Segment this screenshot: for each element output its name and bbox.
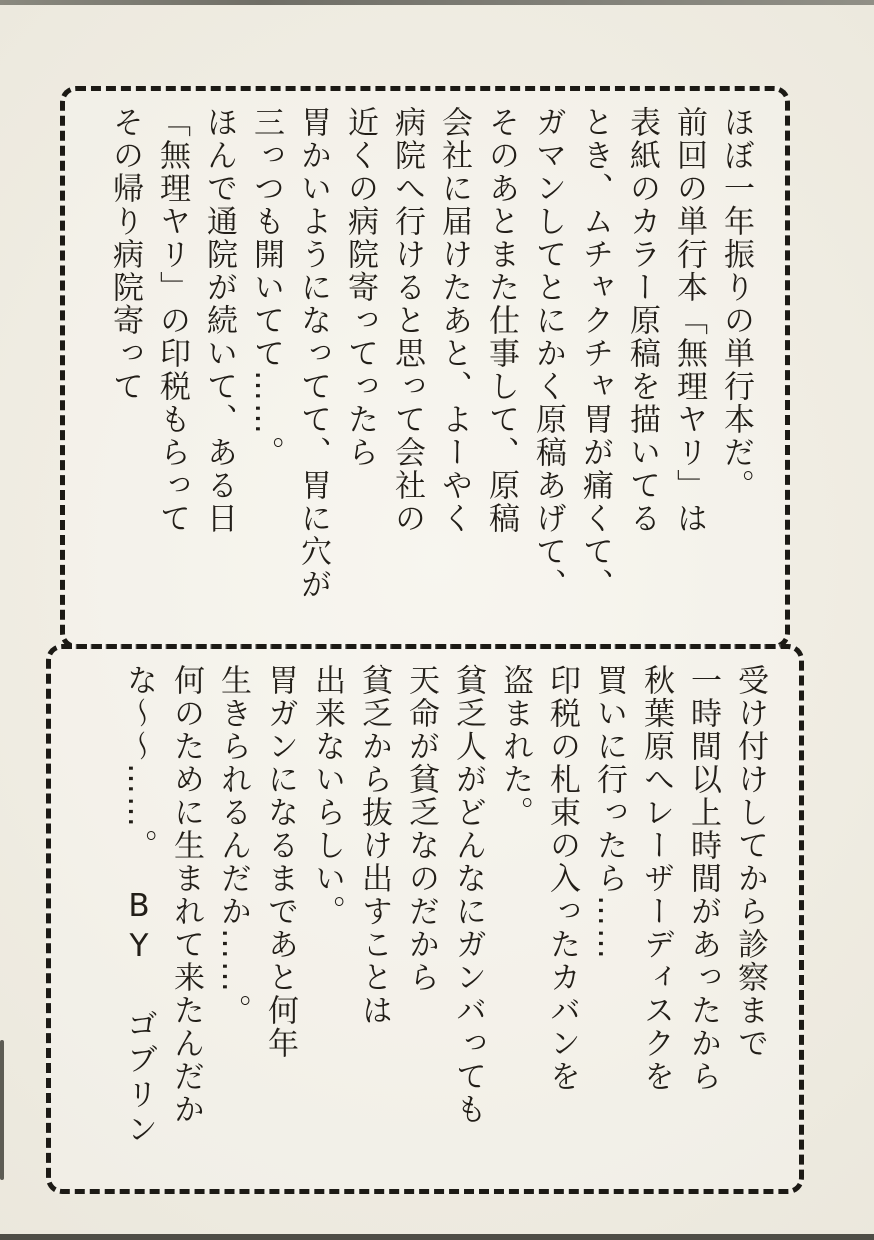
text-column: 一時間以上時間があったから xyxy=(685,664,721,1093)
text-column: ガマンしてとにかく原稿あげて、 xyxy=(530,106,566,601)
text-column: 貧乏から抜け出すことは xyxy=(356,664,392,1027)
author-signature: BY ゴブリン xyxy=(121,888,157,1148)
scan-edge-top xyxy=(0,0,874,5)
text-column: とき、ムチャクチャ胃が痛くて、 xyxy=(577,106,613,601)
top-panel-text xyxy=(65,91,785,644)
text-column: 天命が貧乏なのだから xyxy=(403,664,439,994)
text-column: そのあとまた仕事して、原稿 xyxy=(483,106,519,535)
scan-edge-left-artifact xyxy=(0,1040,4,1180)
text-column: 生きられるんだか……。 xyxy=(215,664,251,1027)
text-column: 盗まれた。 xyxy=(497,664,533,829)
text-column: ほんで通院が続いて、ある日 xyxy=(201,106,237,535)
text-column-last xyxy=(115,664,162,1179)
text-column: 何のために生まれて来たんだか xyxy=(168,664,204,1126)
text-column: 表紙のカラー原稿を描いてる xyxy=(624,106,660,535)
text-column: 近くの病院寄ってったら xyxy=(342,106,378,469)
scan-edge-bottom xyxy=(0,1234,874,1240)
text-column: 会社に届けたあと、よーやく xyxy=(436,106,472,535)
text-column: ほぼ一年振りの単行本だ。 xyxy=(718,106,754,502)
text-column: 印税の札束の入ったカバンを xyxy=(544,664,580,1093)
text-column: 「無理ヤリ」の印税もらって xyxy=(154,106,190,535)
text-column: 胃かいようになってて、胃に穴が xyxy=(295,106,331,601)
text-column: 貧乏人がどんなにガンバっても xyxy=(450,664,486,1126)
text-column: 胃ガンになるまであと何年 xyxy=(262,664,298,1060)
text-column: その帰り病院寄って xyxy=(107,106,143,403)
text-column: 受け付けしてから診察まで xyxy=(732,664,768,1060)
bottom-text-panel xyxy=(46,644,804,1194)
text-column: 秋葉原へレーザーディスクを xyxy=(638,664,674,1093)
text-column: 三っつも開いてて……。 xyxy=(248,106,284,469)
top-text-panel xyxy=(60,86,790,649)
text-column: 買いに行ったら…… xyxy=(591,664,627,961)
closing-phrase: な〜〜……。 xyxy=(121,664,157,862)
text-column: 前回の単行本「無理ヤリ」は xyxy=(671,106,707,535)
bottom-panel-text xyxy=(51,649,799,1189)
text-column: 病院へ行けると思って会社の xyxy=(389,106,425,535)
text-column: 出来ないらしい。 xyxy=(309,664,345,928)
